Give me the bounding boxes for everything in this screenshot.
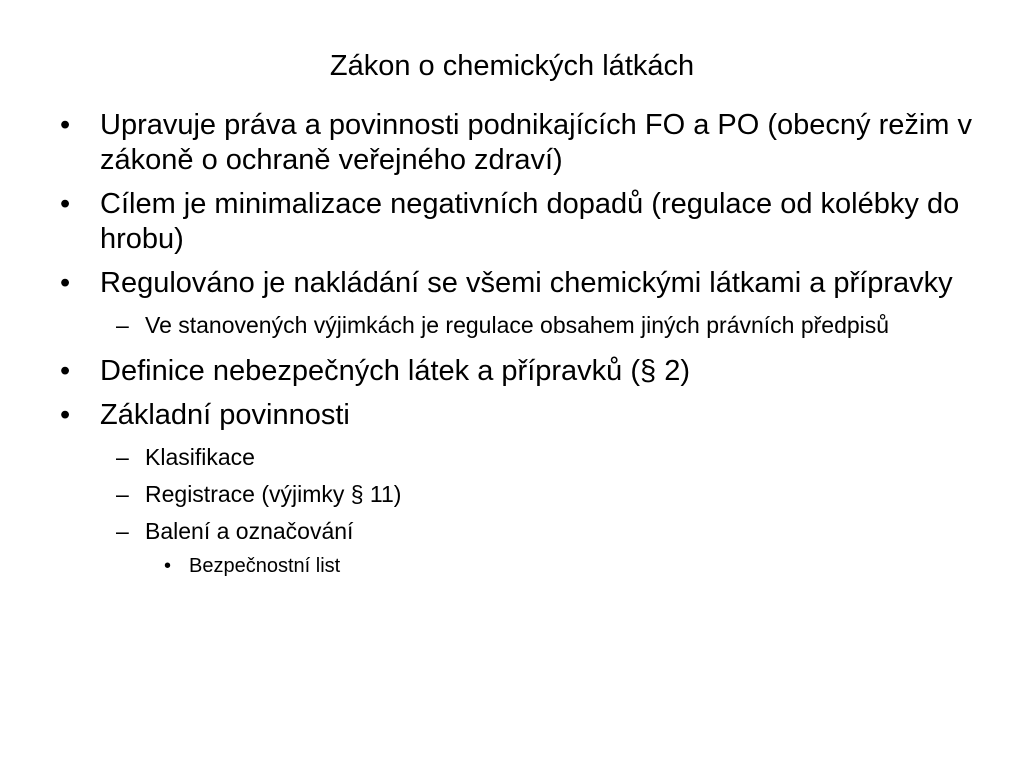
bullet-marker: • [60, 399, 71, 431]
slide-body [56, 108, 976, 585]
sub-bullet-marker: – [116, 444, 129, 470]
sub-bullet-text: Balení a označování [145, 518, 354, 544]
bullet-text: Cílem je minimalizace negativních dopadů (regulace od kolébky do hrobu) [100, 188, 960, 255]
bullet-marker: • [60, 188, 71, 220]
bullet-item [56, 187, 976, 257]
sub-bullet-text: Klasifikace [145, 444, 255, 470]
bullet-item [56, 354, 976, 389]
sub-sub-bullet-marker: • [164, 555, 172, 577]
bullet-text: Regulováno je nakládání se všemi chemickými látkami a přípravky [100, 267, 953, 299]
sub-bullet-item [56, 479, 976, 509]
sub-bullet-item [56, 442, 976, 472]
bullet-text: Definice nebezpečných látek a přípravků (§ 2) [100, 355, 690, 387]
sub-bullet-marker: – [116, 481, 129, 507]
sub-bullet-text: Registrace (výjimky § 11) [145, 481, 402, 507]
sub-sub-bullet-item [56, 553, 976, 579]
slide-title: Zákon o chemických látkách [329, 50, 695, 82]
bullet-marker: • [60, 355, 71, 387]
bullet-marker: • [60, 267, 71, 299]
bullet-item [56, 398, 976, 433]
bullet-text: Upravuje práva a povinnosti podnikajících FO a PO (obecný režim v zákoně o ochraně veřejného zdraví) [100, 109, 973, 176]
sub-bullet-marker: – [116, 518, 129, 544]
bullet-marker: • [60, 109, 71, 141]
sub-bullet-item [56, 310, 976, 340]
bullet-text: Základní povinnosti [100, 399, 350, 431]
sub-bullet-text: Ve stanovených výjimkách je regulace obsahem jiných právních předpisů [145, 312, 890, 338]
bullet-item [56, 266, 976, 301]
sub-sub-bullet-text: Bezpečnostní list [189, 555, 341, 577]
bullet-item [56, 108, 976, 178]
sub-bullet-marker: – [116, 312, 129, 338]
sub-bullet-item [56, 516, 976, 546]
